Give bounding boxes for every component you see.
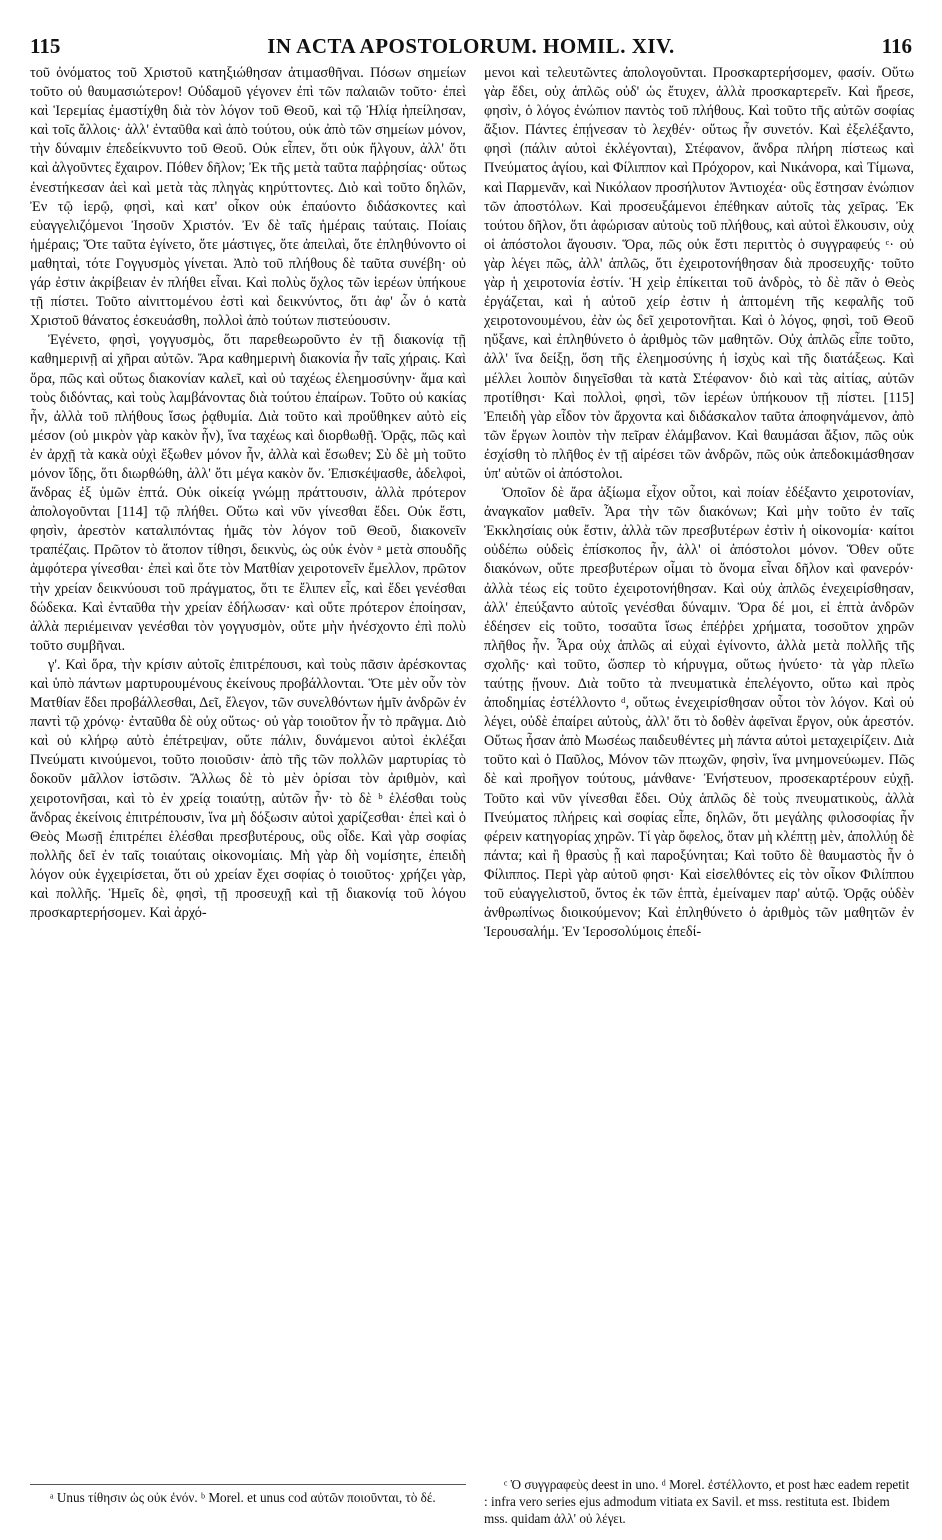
right-paragraph-1: μενοι καὶ τελευτῶντες ἀπολογοῦνται. Προσκαρτερήσομεν, φασίν. Οὕτω γὰρ ἔδει, οὐχ ἁπλῶς οὐδ' ὡς ἔτυχεν, ἀλλὰ προσκαρτερεῖν. Καὶ ἤρεσε, φησὶν, ὁ λόγος ἐνώπιον παντὸς τοῦ πλήθους. Καὶ τοῦτο τῆς αὐτῶν σοφίας ἄξιον. Πάντες ἐπῄνεσαν τὸ λεχθέν· οὕτως ἦν συνετόν. Καὶ ἐξελέξαντο, φησὶ (πάλιν αὐτοὶ ἐκλέγονται), Στέφανον, ἄνδρα πλήρη πίστεως καὶ Πνεύματος ἁγίου, καὶ Φίλιππον καὶ Πρόχορον, καὶ Νικάνορα, καὶ Τίμωνα, καὶ Παρμενᾶν, καὶ Νικόλαον προσήλυτον Ἀντιοχέα· οὓς ἔστησαν ἐνώπιον τῶν ἀποστόλων. Καὶ προσευξάμενοι ἐπέθηκαν αὐτοῖς τὰς χεῖρας. Ἐκ τούτου δῆλον, ὅτι ἀφώρισαν αὐτοὺς τοῦ πλήθους, καὶ αὐτοὶ ἕλκουσιν, οὐχ οἱ ἀπόστολοι ἄγουσιν. Ὅρα, πῶς οὐκ ἔστι περιττὸς ὁ συγγραφεύς ᶜ· οὐ γὰρ λέγει πῶς, ἀλλ' ἁπλῶς, ὅτι ἐχειροτονήθησαν διὰ προσευχῆς· τοῦτο γὰρ ἡ χειροτονία ἐστίν. Ἡ χεὶρ ἐπίκειται τοῦ ἀνδρὸς, τὸ δὲ πᾶν ὁ Θεὸς ἐργάζεται, καὶ ἡ αὐτοῦ χείρ ἐστιν ἡ ἁπτομένη τῆς κεφαλῆς τοῦ χειροτονουμένου, ἐὰν ὡς δεῖ χειροτονῆται. Καὶ ὁ λόγος, φησὶ, τοῦ Θεοῦ ηὔξανε, καὶ ἐπληθύνετο ὁ ἀριθμὸς τῶν μαθητῶν. Οὐχ ἁπλῶς εἶπε τοῦτο, ἀλλ' ἵνα δείξῃ, ὅση τῆς ἐλεημοσύνης ἡ ἰσχὺς καὶ τῆς διατάξεως. Καὶ μέλλει λοιπὸν διηγεῖσθαι τὰ κατὰ Στέφανον· διὸ καὶ τὰς αἰτίας, αὐτῶν προτίθησι· Καὶ πολλοὶ, φησὶ, τῶν ἱερέων ὑπήκουον τῇ πίστει. [115] Ἐπειδὴ γὰρ εἶδον τὸν ἄρχοντα καὶ διδάσκαλον ταῦτα ἀποφηνάμενον, ἀπὸ τῶν ἔργων λοιπὸν τὴν πεῖραν ἐλάμβανον. Καὶ θαυμάσαι ἄξιον, πῶς οὐκ ἐσχίσθη τὸ πλῆθος ἐν τῇ αἱρέσει τῶν ἀνδρῶν, πῶς οὐκ ἀπεδοκιμάσθησαν ὑπ' αὐτῶν οἱ ἀπόστολοι. (484, 65, 914, 482)
right-paragraph-2: Ὁποῖον δὲ ἄρα ἀξίωμα εἶχον οὗτοι, καὶ ποίαν ἐδέξαντο χειροτονίαν, ἀναγκαῖον μαθεῖν. Ἆρα τὴν τῶν διακόνων; Καὶ μὴν τοῦτο ἐν ταῖς Ἐκκλησίαις οὐκ ἔστιν, ἀλλὰ τῶν πρεσβυτέρων ἐστὶν ἡ οἰκονομία· καίτοι οὐδέπω οὐδεὶς ἐπίσκοπος ἦν, ἀλλ' οἱ ἀπόστολοι μόνον. Ὅθεν οὔτε διακόνων, οὔτε πρεσβυτέρων οἶμαι τὸ ὄνομα εἶναι δῆλον καὶ φανερόν· ἀλλὰ τέως εἰς τοῦτο ἐχειροτονήθησαν. Καὶ οὐχ ἁπλῶς ἐνεχειρίσθησαν, ἀλλ' ἐπεύξαντο αὐτοῖς γενέσθαι δύναμιν. Ὅρα δέ μοι, εἰ ἑπτὰ ἀνδρῶν ἐδέησεν εἰς τοῦτο, τοσαῦτα ἴσως ἐπέῤῥει χρήματα, τοσοῦτον χηρῶν πλῆθος ἦν. Ἆρα οὐχ ἁπλῶς αἱ εὐχαὶ ἐγίνοντο, ἀλλὰ μετὰ πολλῆς τῆς σχολῆς· καὶ τοῦτο, ὥσπερ τὸ κήρυγμα, οὕτως ἠνύετο· τὰ γὰρ πλεῖω ταύτῃς ᾔνουν. Διὰ τοῦτο τὰ πνευματικὰ ἐπελέγοντο, οὕτω καὶ πρὸς ἀποδημίας ἐστέλλοντο ᵈ, οὕτως ἐνεχειρίσθησαν οὗτοι τὸν λόγον. Καὶ οὐ λέγει, οὐδὲ ἐπαίρει αὐτοὺς, ἀλλ' ὅτι τὸ δοθὲν ἀφεῖναι ἔργον, οὐκ ἀρεστόν. Οὕτως ἦσαν ἀπὸ Μωσέως παιδευθέντες μὴ πάντα αὐτοὶ μεταχειρίζειν. Διὰ τοῦτο καὶ ὁ Παῦλος, Μόνον τῶν πτωχῶν, φησὶν, ἵνα μνημονεύωμεν. Πῶς δὲ καὶ προῆγον τούτους, μάνθανε· Ἐνήστευον, προσεκαρτέρουν εὐχῇ. Τοῦτο καὶ νῦν γίνεσθαι ἔδει. Οὐχ ἁπλῶς δὲ τοὺς πνευματικοὺς, ἀλλὰ Πνεύματος πλήρεις καὶ σοφίας εἶπε, δηλῶν, ὅτι μεγάλης φιλοσοφίας ἦν φέρειν κατηγορίας χηρῶν. Τί γὰρ ὄφελος, ὅταν μὴ κλέπτῃ μὲν, ἀπολλύῃ δὲ πάντα; καὶ ἢ θρασὺς ᾖ καὶ παροξύνηται; Καὶ τοῦτο δὲ θαυμαστὸς ἦν ὁ Φίλιππος. Περὶ γὰρ αὐτοῦ φησι· Καὶ εἰσελθόντες εἰς τὸν οἶκον Φιλίππου τοῦ εὐαγγελιστοῦ, ὄντος ἐκ τῶν ἑπτὰ, ἐμείναμεν παρ' αὐτῷ. Ὁρᾷς οὐδὲν ἀνθρωπίνως διοικούμενον; Καὶ ἐπληθύνετο ὁ ἀριθμὸς τῶν μαθητῶν ἐν Ἱερουσαλήμ. Ἐν Ἱεροσολύμοις ἐπεδί- (484, 485, 914, 941)
left-paragraph-1: τοῦ ὀνόματος τοῦ Χριστοῦ κατηξιώθησαν ἀτιμασθῆναι. Πόσων σημείων τοῦτο οὐ θαυμασιώτερον! Οὐδαμοῦ γέγονεν ἐπὶ τῶν παλαιῶν τοῦτο· ἐπεὶ καὶ Ἱερεμίας ἐμαστίχθη διὰ τὸν λόγον τοῦ Θεοῦ, καὶ τῷ Ἠλίᾳ ἠπείλησαν, καὶ τοῖς ἄλλοις· ἀλλ' ἐνταῦθα καὶ ἀπὸ τούτου, οὐκ ἀπὸ τῶν σημείων μόνον, τὴν δύναμιν ἐπεδείκνυντο τοῦ Θεοῦ. Οὐκ εἶπεν, ὅτι οὐκ ἤλγουν, ἀλλ' ὅτι καὶ ἀλγοῦντες ἔχαιρον. Πόθεν δῆλον; Ἐκ τῆς μετὰ ταῦτα παῤῥησίας· οὕτως ἐνεστήκεσαν ἀεὶ καὶ μετὰ τὰς πληγὰς κηρύττοντες. Διὸ καὶ τοῦτο δηλῶν, Ἐν τῷ ἱερῷ, φησὶ, καὶ κατ' οἶκον οὐκ ἐπαύοντο διδάσκοντες καὶ εὐαγγελιζόμενοι Ἰησοῦν Χριστόν. Ἐν δὲ ταῖς ἡμέραις ταύταις. Ποίαις ἡμέραις; Ὅτε ταῦτα ἐγίνετο, ὅτε μάστιγες, ὅτε ἀπειλαὶ, ὅτε ἐπληθύνοντο οἱ μαθηταὶ, τότε Γογγυσμὸς γίνεται. Ἀπὸ τοῦ πλήθους δὲ ταῦτα συνέβη· οὐ γάρ ἐστιν ἀκρίβειαν ἐν πλήθει εἶναι. Καὶ πολὺς ὄχλος τῶν ἱερέων ὑπήκουε τῇ πίστει. Τοῦτο αἰνιττομένου ἐστὶ καὶ δεικνύντος, ὅτι ἀφ' ὧν ὁ κατὰ Χριστοῦ θάνατος ἐσκευάσθη, πολλοὶ ἀπὸ τούτων πιστεύουσιν. (30, 65, 466, 330)
footnotes-right (484, 1474, 914, 1538)
left-paragraph-3: γ'. Καὶ ὅρα, τὴν κρίσιν αὐτοῖς ἐπιτρέπουσι, καὶ τοὺς πᾶσιν ἀρέσκοντας καὶ ὑπὸ πάντων μαρτυρουμένους ἐκείνους προβάλλονται. Ὅτε μὲν οὖν τὸν Ματθίαν ἔδει προβάλλεσθαι, Δεῖ, ἔλεγον, τῶν συνελθόντων ἡμῖν ἀνδρῶν ἐν παντὶ τῷ χρόνῳ· ἐνταῦθα δὲ οὐχ οὕτως· οὐ γὰρ τοιοῦτον ἦν τὸ πρᾶγμα. Διὸ καὶ οὐ κλήρῳ αὐτὸ ἐπέτρεψαν, οὔτε πάλιν, δυνάμενοι αὐτοὶ ἐκλέξαι Πνεύματι κινούμενοι, τοῦτο ποιοῦσιν· ἀπὸ τῆς τῶν πολλῶν μαρτυρίας τὸ δοκοῦν μᾶλλον ἱστῶσιν. Ἄλλως δὲ τὸ μὲν ὁρίσαι τὸν ἀριθμὸν, καὶ χειροτονῆσαι, καὶ τὸ ἐν χρείᾳ τοιαύτῃ, αὐτῶν ἦν· τὸ δὲ ᵇ ἑλέσθαι τοὺς ἄνδρας ἐκείνοις ἐπιτρέπουσιν, ἵνα μὴ δόξωσιν αὐτοὶ χαρίζεσθαι· ἐπεὶ καὶ ὁ Θεὸς Μωσῇ ἐπιτρέπει ἑλέσθαι πρεσβυτέρους, οὓς οἶδε. Καὶ γὰρ σοφίας πολλῆς δεῖ ἐν ταῖς τοιαύταις οἰκονομίαις. Μὴ γὰρ δὴ νομίσητε, ἐπειδὴ λόγον οὐκ ἐγχειρίσεται, ὅτι οὐ χρείαν ἔχει σοφίας ὁ τοιοῦτος· χρήζει γὰρ, καὶ πολλῆς. Ἡμεῖς δὲ, φησὶ, τῇ προσευχῇ καὶ τῇ διακονίᾳ τοῦ λόγου προσκαρτερήσομεν. Καὶ ἀρχό- (30, 656, 466, 922)
page-header (30, 30, 912, 60)
running-title: IN ACTA APOSTOLORUM. HOMIL. XIV. (267, 34, 675, 58)
footnote-a-b: ᵃ Unus τίθησιν ὡς οὐκ ἐνόν. ᵇ Morel. et unus cod αὐτῶν ποιοῦνται, τὸ δέ. (50, 1490, 436, 1505)
left-paragraph-2: Ἐγένετο, φησὶ, γογγυσμὸς, ὅτι παρεθεωροῦντο ἐν τῇ διακονίᾳ τῇ καθημερινῇ αἱ χῆραι αὐτῶν. Ἄρα καθημερινὴ διακονία ἦν ταῖς χήραις. Καὶ ὅρα, πῶς καὶ οὕτως διακονίαν καλεῖ, καὶ οὐ ταχέως ἐλεημοσύνην· ἅμα καὶ τοὺς διδόντας, καὶ τοὺς λαμβάνοντας διὰ τούτου ἐπαίρων. Τοῦτο οὐ κακίας ἦν, ἀλλὰ τοῦ πλήθους ἴσως ῥᾳθυμία. Διὰ τοῦτο καὶ προὔθηκεν αὐτὸ εἰς μέσον (οὐ μικρὸν γὰρ κακὸν ἦν), ἵνα ταχέως καὶ διορθωθῇ. Ὁρᾷς, πῶς καὶ ἐν ἀρχῇ τὰ κακὰ οὐχὶ ἔξωθεν μόνον ἦν, ἀλλὰ καὶ ἔσωθεν; Σὺ δὲ μὴ τοῦτο μόνον ἴδῃς, ὅτι διωρθώθη, ἀλλ' ὅτι μέγα κακὸν ὄν. Ἐπισκέψασθε, ἀδελφοὶ, ἄνδρας ἐξ ὑμῶν ἑπτά. Οὐκ οἰκείᾳ γνώμῃ πράττουσιν, ἀλλὰ πρότερον ἀπολογοῦνται [114] τῷ πλήθει. Οὕτω καὶ νῦν γίνεσθαι ἔδει. Οὐκ ἔστι, φησὶν, ἀρεστὸν καταλιπόντας ἡμᾶς τὸν λόγον τοῦ Θεοῦ, διακονεῖν τραπέζαις. Πρῶτον τὸ ἄτοπον τίθησι, δεικνὺς, ὡς οὐκ ἐνὸν ᵃ μετὰ σπουδῆς ἀμφότερα γίνεσθαι· ἐπεὶ καὶ ὅτε τὸν Ματθίαν χειροτονεῖν ἔμελλον, πρῶτον τὴν χρείαν δεικνύουσι τοῦ πράγματος, ὅτι τε ἔλιπεν εἷς, καὶ ἔδει γενέσθαι δώδεκα. Καὶ ἐνταῦθα τὴν χρείαν ἐδήλωσαν· καὶ οὔτε πρότερον ἐποίησαν, ἀλλὰ περιέμειναν γενέσθαι τὸν γογγυσμὸν, οὔτε μὴν ἠνέσχοντο ἐπὶ πολὺ τοῦτο συμβῆναι. (30, 332, 466, 654)
page-number-left: 115 (30, 34, 61, 58)
page-number-right: 116 (881, 34, 912, 58)
footnote-c-d: ᶜ Ὁ συγγραφεὺς deest in uno. ᵈ Morel. ἐστέλλοντο, et post hæc eadem repetit : infra vero series ejus admodum vitiata ex Savil. et mss. restituta est. Ibidem mss. quidam ἀλλ' οὐ λέγει. (484, 1477, 910, 1526)
right-column (484, 64, 914, 1449)
footnotes-left (30, 1484, 466, 1539)
left-column (30, 64, 466, 1479)
